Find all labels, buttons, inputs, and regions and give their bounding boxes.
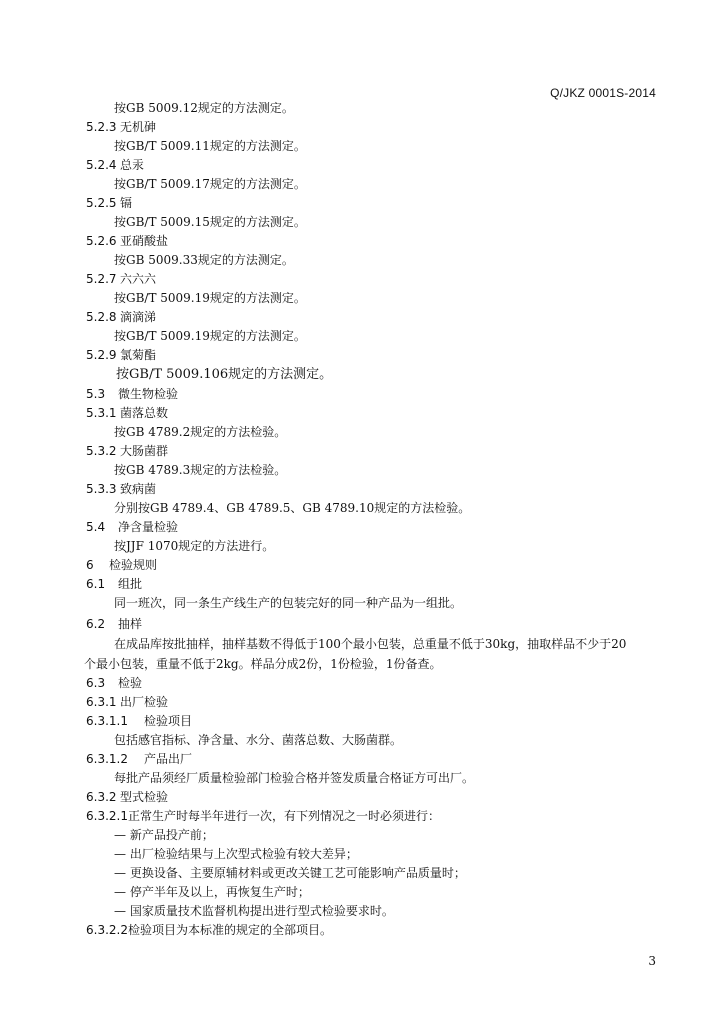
- section-title: 产品出厂: [144, 752, 193, 766]
- section-number: 5.2.8: [86, 310, 117, 324]
- list-item: — 停产半年及以上，再恢复生产时；: [114, 885, 310, 899]
- paragraph: 按GB/T 5009.19规定的方法测定。: [114, 329, 306, 343]
- section-number: 6.3.2: [86, 790, 117, 804]
- section-heading: [86, 615, 656, 634]
- section-number: 5.3.1: [86, 406, 117, 420]
- section-number: 5.2.6: [86, 234, 117, 248]
- section-title: 镉: [120, 196, 133, 210]
- section-heading: [86, 404, 656, 423]
- section-heading: [86, 232, 656, 251]
- paragraph: 按GB 5009.12规定的方法测定。: [114, 101, 294, 115]
- section-number: 5.2.4: [86, 158, 117, 172]
- list-item: — 更换设备、主要原辅材料或更改关键工艺可能影响产品质量时；: [114, 866, 466, 880]
- paragraph: 按GB/T 5009.17规定的方法测定。: [114, 177, 306, 191]
- numbered-paragraph: [86, 807, 656, 826]
- section-heading: [86, 556, 656, 575]
- section-title: 无机砷: [120, 120, 157, 134]
- section-heading: [86, 156, 656, 175]
- section-heading: [86, 575, 656, 594]
- section-title: 滴滴涕: [120, 310, 157, 324]
- paragraph: 在成品库按批抽样，抽样基数不得低于100个最小包装，总重量不低于30kg，抽取样品不少于20: [114, 637, 627, 651]
- paragraph: 按GB 5009.33规定的方法测定。: [114, 253, 294, 267]
- section-number: 5.2.7: [86, 272, 117, 286]
- paragraph: 包括感官指标、净含量、水分、菌落总数、大肠菌群。: [114, 733, 403, 747]
- section-number: 6: [86, 558, 94, 572]
- section-title: 组批: [118, 577, 143, 591]
- paragraph-continuation: 个最小包装，重量不低于2kg。样品分成2份，1份检验，1份备查。: [84, 657, 442, 671]
- section-number: 5.2.3: [86, 120, 117, 134]
- section-title: 抽样: [118, 617, 143, 631]
- section-title: 氯菊酯: [120, 348, 157, 362]
- numbered-paragraph: [86, 921, 656, 940]
- list-item: — 出厂检验结果与上次型式检验有较大差异；: [114, 847, 358, 861]
- paragraph: 按GB/T 5009.11规定的方法测定。: [114, 139, 306, 153]
- section-title: 出厂检验: [120, 695, 169, 709]
- section-heading: [86, 712, 656, 731]
- section-number: 6.3.1: [86, 695, 117, 709]
- section-number: 6.3.1.2: [86, 752, 128, 766]
- section-number: 5.3.3: [86, 482, 117, 496]
- paragraph-text: 检验项目为本标准的规定的全部项目。: [127, 923, 332, 937]
- list-item: — 国家质量技术监督机构提出进行型式检验要求时。: [114, 904, 394, 918]
- section-heading: [86, 750, 656, 769]
- section-heading: [86, 385, 656, 404]
- section-number: 6.3.2.1: [86, 809, 128, 823]
- section-title: 检验项目: [144, 714, 193, 728]
- section-heading: [86, 442, 656, 461]
- section-title: 六六六: [120, 272, 157, 286]
- section-title: 致病菌: [120, 482, 157, 496]
- section-number: 6.3.2.2: [86, 923, 128, 937]
- paragraph-text: 正常生产时每半年进行一次，有下列情况之一时必须进行：: [127, 809, 440, 823]
- section-heading: [86, 308, 656, 327]
- paragraph: 同一班次，同一条生产线生产的包装完好的同一种产品为一组批。: [114, 596, 463, 610]
- section-number: 6.2: [86, 617, 106, 631]
- section-heading: [86, 674, 656, 693]
- paragraph: 按JJF 1070规定的方法进行。: [114, 539, 275, 553]
- section-number: 5.2.9: [86, 348, 117, 362]
- section-heading: [86, 194, 656, 213]
- section-number: 5.3: [86, 387, 106, 401]
- section-title: 菌落总数: [120, 406, 169, 420]
- section-number: 6.3: [86, 676, 106, 690]
- paragraph: 按GB/T 5009.106规定的方法测定。: [116, 367, 333, 382]
- section-title: 净含量检验: [118, 520, 179, 534]
- section-heading: [86, 693, 656, 712]
- section-heading: [86, 346, 656, 365]
- paragraph: 每批产品须经厂质量检验部门检验合格并签发质量合格证方可出厂。: [114, 771, 475, 785]
- section-title: 大肠菌群: [120, 444, 169, 458]
- section-title: 亚硝酸盐: [120, 234, 169, 248]
- section-heading: [86, 118, 656, 137]
- section-number: 5.2.5: [86, 196, 117, 210]
- paragraph: 按GB 4789.3规定的方法检验。: [114, 463, 287, 477]
- section-title: 检验规则: [109, 558, 158, 572]
- page-number: 3: [648, 954, 656, 968]
- section-title: 型式检验: [120, 790, 169, 804]
- list-item: — 新产品投产前；: [114, 828, 214, 842]
- section-heading: [86, 788, 656, 807]
- section-heading: [86, 480, 656, 499]
- paragraph: 按GB/T 5009.19规定的方法测定。: [114, 291, 306, 305]
- section-heading: [86, 518, 656, 537]
- section-number: 5.4: [86, 520, 106, 534]
- section-title: 检验: [118, 676, 143, 690]
- section-number: 6.3.1.1: [86, 714, 128, 728]
- section-title: 总汞: [120, 158, 145, 172]
- paragraph: 按GB 4789.2规定的方法检验。: [114, 425, 287, 439]
- document-code: Q/JKZ 0001S-2014: [550, 86, 656, 100]
- paragraph: 按GB/T 5009.15规定的方法测定。: [114, 215, 306, 229]
- paragraph: 分别按GB 4789.4、GB 4789.5、GB 4789.10规定的方法检验。: [114, 501, 471, 515]
- section-title: 微生物检验: [118, 387, 179, 401]
- section-heading: [86, 270, 656, 289]
- section-number: 5.3.2: [86, 444, 117, 458]
- section-number: 6.1: [86, 577, 106, 591]
- document-body: [86, 99, 656, 940]
